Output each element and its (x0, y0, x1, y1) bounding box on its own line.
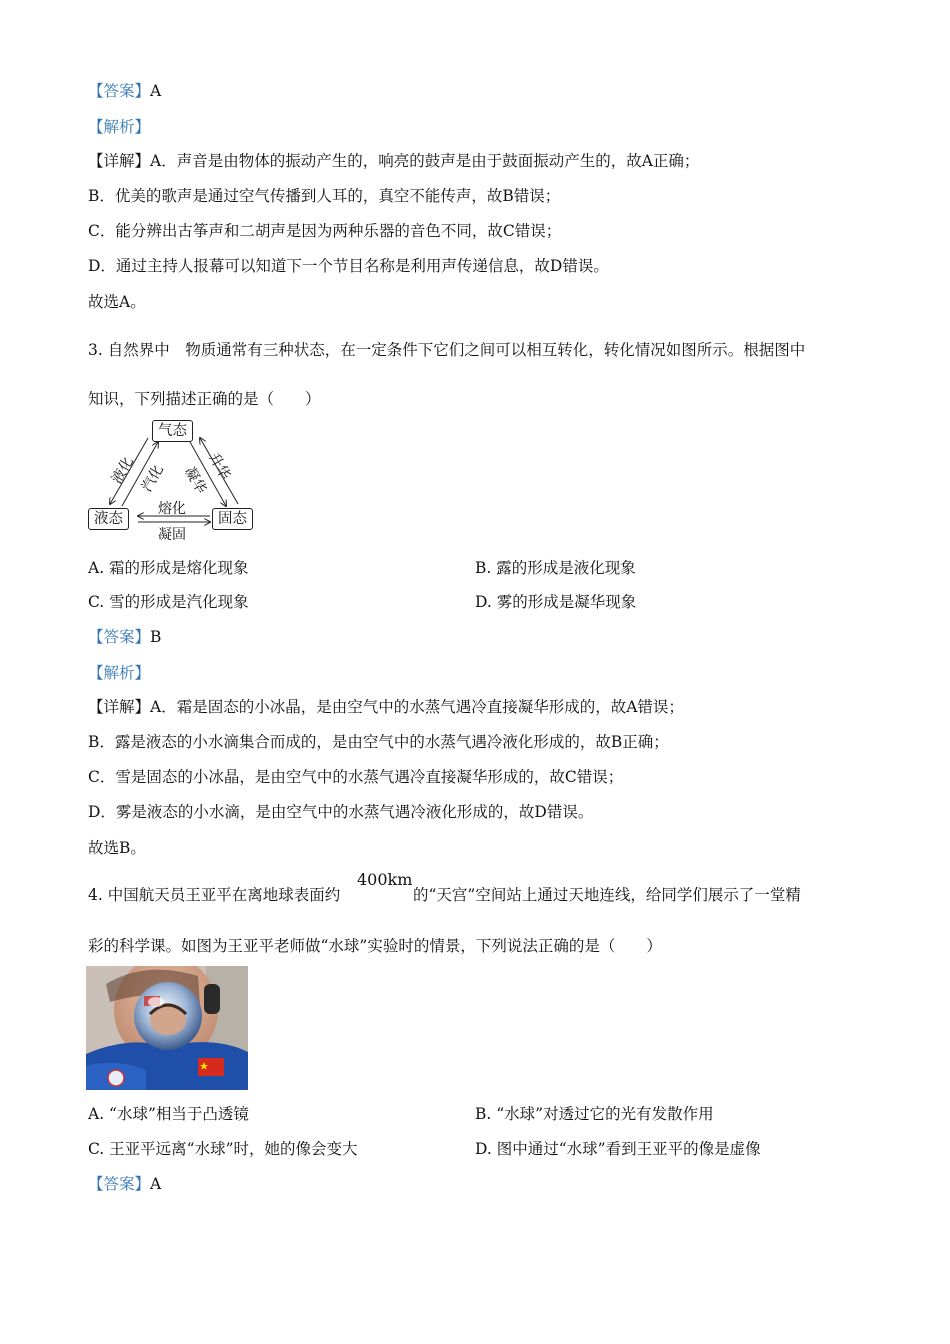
question-stem: 的“天宫”空间站上通过天地连线，给同学们展示了一堂精 (413, 886, 801, 904)
answer-value: A (150, 82, 162, 100)
detail-line: B．优美的歌声是通过空气传播到人耳的，真空不能传声，故B错误； (88, 187, 561, 205)
detail-line (88, 697, 684, 717)
option-b: B. 露的形成是液化现象 (475, 559, 636, 577)
option-a: A. 霜的形成是熔化现象 (88, 559, 249, 577)
option-b: B. “水球”对透过它的光有发散作用 (475, 1105, 714, 1123)
vaporize-label: 汽化 (138, 462, 167, 495)
detail-text: A．霜是固态的小冰晶，是由空气中的水蒸气遇冷直接凝华形成的，故A错误； (150, 698, 684, 716)
detail-line: B．露是液态的小水滴集合而成的，是由空气中的水蒸气遇冷液化形成的，故B正确； (88, 733, 669, 751)
option-d: D. 图中通过“水球”看到王亚平的像是虚像 (475, 1140, 761, 1158)
answer-tag: 【答案】 (88, 1175, 151, 1193)
distance-value: 400km (357, 870, 413, 889)
question-stem: 3. 自然界中 物质通常有三种状态，在一定条件下它们之间可以相互转化，转化情况如图所示。根据图中 (88, 341, 806, 359)
detail-tag: 【详解】 (88, 698, 151, 716)
option-c: C. 雪的形成是汽化现象 (88, 593, 249, 611)
sublimate-label: 升华 (205, 450, 234, 483)
gas-state-box: 气态 (152, 420, 193, 442)
liquefy-label: 液化 (108, 454, 137, 487)
analysis-tag: 【解析】 (88, 118, 151, 136)
option-d: D. 雾的形成是凝华现象 (475, 593, 637, 611)
analysis-tag: 【解析】 (88, 664, 151, 682)
detail-tag: 【详解】 (88, 152, 151, 170)
answer-value: A (150, 1175, 162, 1193)
conclusion: 故选B。 (88, 839, 146, 857)
detail-line: D．雾是液态的小水滴，是由空气中的水蒸气遇冷液化形成的，故D错误。 (88, 803, 594, 821)
conclusion: 故选A。 (88, 293, 146, 311)
answer-value: B (150, 628, 162, 646)
deposit-label: 凝华 (181, 464, 210, 497)
answer-tag: 【答案】 (88, 82, 151, 100)
detail-line: D．通过主持人报幕可以知道下一个节目名称是利用声传递信息，故D错误。 (88, 257, 609, 275)
answer-tag: 【答案】 (88, 628, 151, 646)
state-change-diagram (86, 418, 261, 546)
water-ball-photo (86, 966, 248, 1090)
detail-text: A．声音是由物体的振动产生的，响亮的鼓声是由于鼓面振动产生的，故A正确； (150, 152, 700, 170)
solidify-label: 凝固 (158, 527, 186, 543)
question-stem: 彩的科学课。如图为王亚平老师做“水球”实验时的情景，下列说法正确的是（ ） (88, 937, 662, 955)
option-c: C. 王亚平远离“水球”时，她的像会变大 (88, 1140, 358, 1158)
photo-illustration (86, 966, 248, 1090)
answer-line (88, 1174, 161, 1194)
question-stem: 知识，下列描述正确的是（ ） (88, 390, 321, 408)
melt-label: 熔化 (158, 501, 186, 517)
question-stem: 4. 中国航天员王亚平在离地球表面约 (88, 886, 341, 904)
answer-line (88, 627, 161, 647)
detail-line: C．雪是固态的小冰晶，是由空气中的水蒸气遇冷直接凝华形成的，故C错误； (88, 768, 624, 786)
solid-state-box: 固态 (212, 508, 253, 530)
liquid-state-box: 液态 (88, 508, 129, 530)
option-a: A. “水球”相当于凸透镜 (88, 1105, 249, 1123)
answer-line (88, 81, 161, 101)
detail-line: C．能分辨出古筝声和二胡声是因为两种乐器的音色不同，故C错误； (88, 222, 562, 240)
detail-line (88, 151, 699, 171)
